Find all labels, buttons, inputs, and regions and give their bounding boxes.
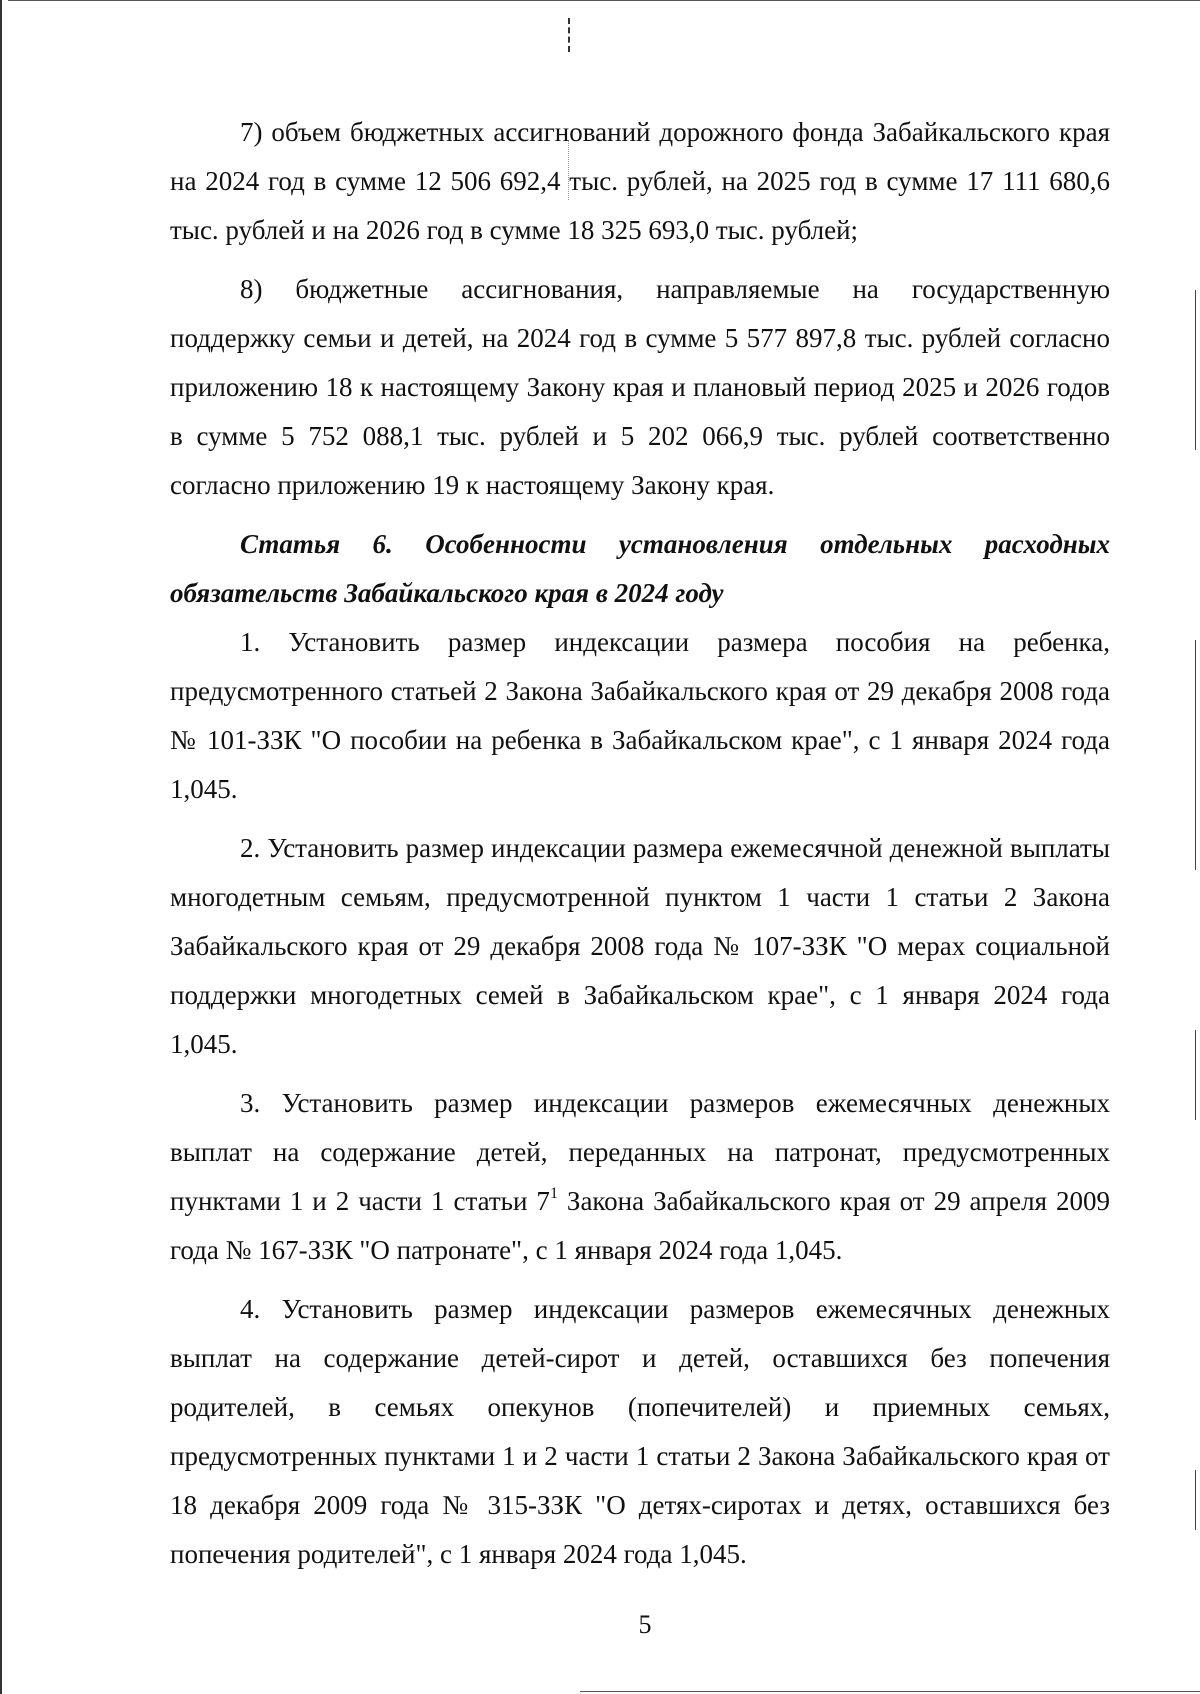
article-item-3-text-before: 3. Установить размер индексации размеров ежемесячных денежных выплат на содержание детей, переданных на патронат, предусмотренных пунктами 1 и 2 части 1 статьи 7: [170, 1088, 1110, 1216]
scan-edge-bottom: [580, 1691, 1200, 1692]
paragraph-7: 7) объем бюджетных ассигнований дорожного фонда Забайкальского края на 2024 год в сумме 12 506 692,4 тыс. рублей, на 2025 год в сумме 17 111 680,6 тыс. рублей и на 2026 год в сумме 18 325 693,0 тыс. рублей;: [170, 117, 1110, 245]
article-item-3: [170, 1079, 1110, 1275]
paragraph-8: 8) бюджетные ассигнования, направляемые на государственную поддержку семьи и детей, на 2024 год в сумме 5 577 897,8 тыс. рублей согласно приложению 18 к настоящему Закону края и плановый период 2025 и 2026 годов в сумме 5 752 088,1 тыс. рублей и 5 202 066,9 тыс. рублей соответственно согласно приложению 19 к настоящему Закону края.: [170, 274, 1110, 500]
scan-edge-top: [8, 0, 1200, 1]
article-item-3-text-after: Закона Забайкальского края от 29 апреля 2009 года № 167-ЗЗК "О патронате", с 1 января 2024 года 1,045.: [170, 1186, 1110, 1265]
scan-edge-right: [1195, 1030, 1196, 1120]
article-item-2: 2. Установить размер индексации размера ежемесячной денежной выплаты многодетным семьям, предусмотренной пунктом 1 части 1 статьи 2 Закона Забайкальского края от 29 декабря 2008 года № 107-ЗЗК "О мерах социальной поддержки многодетных семей в Забайкальском крае", с 1 января 2024 года 1,045.: [170, 833, 1110, 1059]
document-body: [170, 108, 1110, 1589]
scan-edge-left: [0, 0, 2, 1694]
page-number: 5: [638, 1610, 652, 1639]
scan-edge-right: [1195, 640, 1196, 870]
scan-edge-right: [1195, 1470, 1196, 1530]
binding-mark: [568, 18, 570, 52]
article-item-4: 4. Установить размер индексации размеров ежемесячных денежных выплат на содержание детей-сирот и детей, оставшихся без попечения родителей, в семьях опекунов (попечителей) и приемных семьях, предусмотренных пунктами 1 и 2 части 1 статьи 2 Закона Забайкальского края от 18 декабря 2009 года № 315-ЗЗК "О детях-сиротах и детях, оставшихся без попечения родителей", с 1 января 2024 года 1,045.: [170, 1294, 1110, 1569]
scan-edge-right: [1195, 290, 1196, 450]
article-heading: Статья 6. Особенности установления отдельных расходных обязательств Забайкальского края в 2024 году: [170, 529, 1110, 608]
article-item-1: 1. Установить размер индексации размера пособия на ребенка, предусмотренного статьей 2 Закона Забайкальского края от 29 декабря 2008 года № 101-ЗЗК "О пособии на ребенка в Забайкальском крае", с 1 января 2024 года 1,045.: [170, 627, 1110, 804]
article-superscript: 1: [549, 1185, 558, 1202]
